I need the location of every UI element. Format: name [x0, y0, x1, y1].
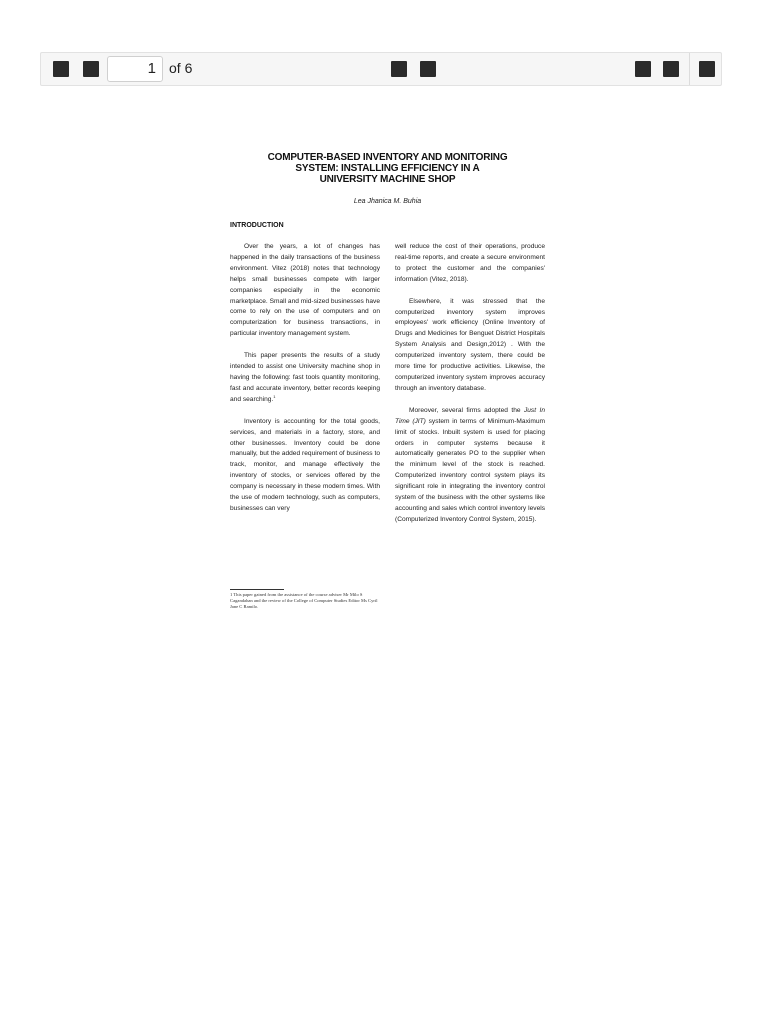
toolbar-divider	[689, 53, 690, 85]
paragraph-text: Moreover, several firms adopted the	[409, 406, 524, 414]
section-heading: INTRODUCTION	[230, 222, 284, 229]
zoom-out-icon[interactable]	[391, 61, 407, 77]
find-icon[interactable]	[83, 61, 99, 77]
page-count-label: of 6	[169, 60, 193, 76]
document-page	[0, 86, 768, 1024]
footnote-divider	[230, 589, 284, 590]
emphasis-text: Just In Time (JIT)	[395, 406, 545, 425]
page-number-input[interactable]: 1	[107, 56, 163, 82]
paragraph: Over the years, a lot of changes has happened in the daily transactions of the business environment. Vitez (2018) notes that technology helps small businesses compete with larger companies especially in the economic marketplace. Small and mid-sized businesses have come to rely on the use of computers and on computerization for business transactions, in particular inventory management system.	[230, 243, 380, 338]
paragraph	[395, 406, 545, 526]
text-column-left	[230, 242, 380, 526]
viewer-toolbar	[40, 52, 722, 86]
text-column-right	[395, 242, 545, 537]
paper-title	[230, 152, 545, 185]
sidebar-toggle-icon[interactable]	[53, 61, 69, 77]
more-tools-icon[interactable]	[699, 61, 715, 77]
title-line: COMPUTER-BASED INVENTORY AND MONITORING	[267, 152, 508, 163]
paragraph-text: system in terms of Minimum-Maximum limit of stocks. Inbuilt system is used for placing orders in computer systems because it automatically generates PO to the supplier when the minimum level of the stock is reached. Computerized inventory control system plays its significant role in integrating the inventory control system of the business with the other systems like accounting and sales which control inventory levels (Computerized Inventory Control System, 2015).	[395, 417, 545, 523]
title-line: UNIVERSITY MACHINE SHOP	[319, 174, 456, 185]
presentation-icon[interactable]	[635, 61, 651, 77]
zoom-in-icon[interactable]	[420, 61, 436, 77]
download-icon[interactable]	[663, 61, 679, 77]
footnote-marker: 1	[273, 393, 276, 399]
title-line: SYSTEM: INSTALLING EFFICIENCY IN A	[295, 163, 480, 174]
paragraph: Elsewhere, it was stressed that the computerized inventory system improves employees' work efficiency (Online Inventory of Drugs and Medicines for Benguet District Hospitals System Analysis and Design,2012) . With the computerized inventory system, there could be more time for productive activities. Likewise, the computerized inventory system improves accuracy through an inventory database.	[395, 297, 545, 392]
paragraph-text: This paper presents the results of a study intended to assist one University machine shop in having the following: fast tools quantity monitoring, fast and accurate inventory, better records keeping and searching.	[230, 352, 380, 403]
paragraph: well reduce the cost of their operations, produce real-time reports, and create a secure environment to protect the customer and the companies' information (Vitez, 2018).	[395, 243, 545, 283]
paper-author: Lea Jhanica M. Buhia	[353, 198, 422, 205]
paragraph: Inventory is accounting for the total goods, services, and materials in a factory, store, and other businesses. Inventory could be done manually, but the added requirement of business to track, monitor, and manage effectively the inventory of stocks, or services offered by the company is necessary in these modern times. With the use of modern technology, such as computers, businesses can very	[230, 417, 380, 512]
footnote: 1 This paper gained from the assistance of the course adviser Mr Milo S Cagandahan and the review of the College of Computer Studies Editor Ms Cyril Jane C Ramilo.	[230, 592, 378, 610]
paragraph	[230, 351, 380, 406]
